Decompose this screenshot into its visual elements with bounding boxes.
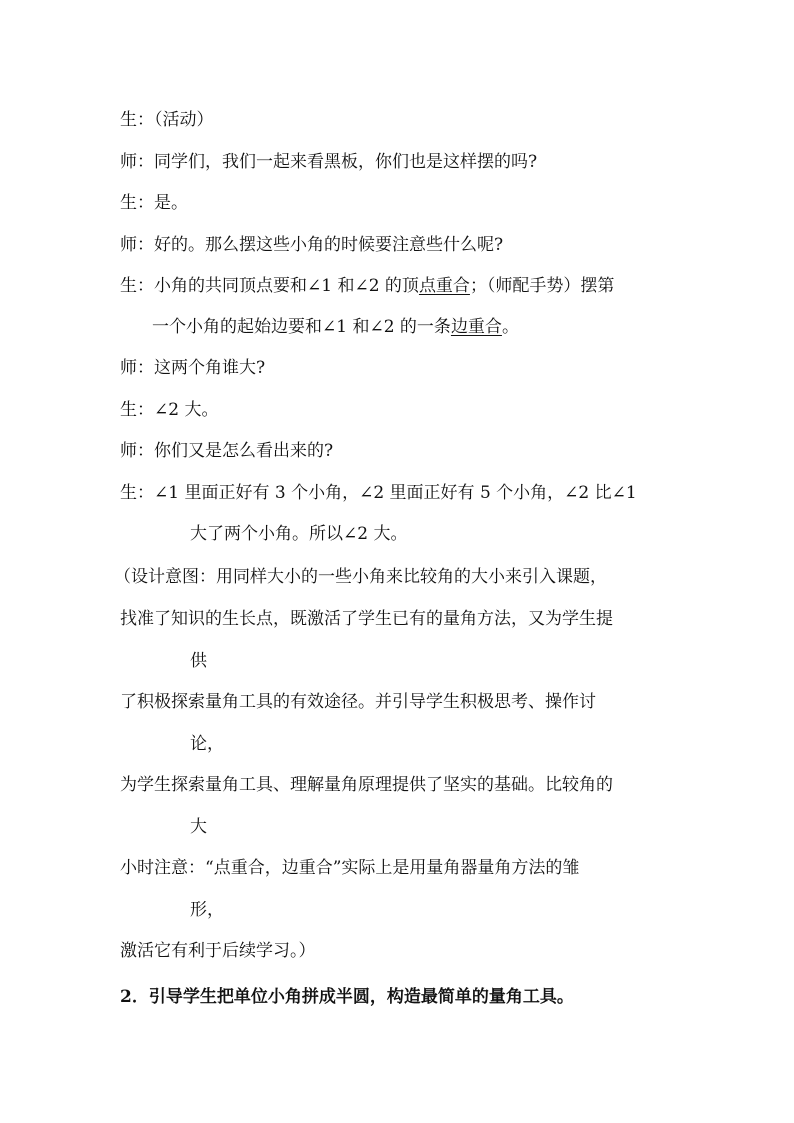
- dialogue-line: [120, 481, 637, 505]
- dialogue-text: 小角的共同顶点要和∠1 和∠2 的顶: [154, 276, 419, 296]
- design-note-line: 论，: [190, 734, 224, 754]
- design-note-line: （设计意图：用同样大小的一些小角来比较角的大小来引入课题，: [114, 567, 607, 587]
- design-note-line: 小时注意：“点重合，边重合”实际上是用量角器量角方法的雏: [120, 858, 580, 878]
- dialogue-text: 你们又是怎么看出来的?: [154, 441, 334, 461]
- dialogue-text: 大了两个小角。所以∠2 大。: [190, 524, 408, 544]
- dialogue-line: [120, 439, 333, 463]
- dialogue-continuation: [152, 315, 519, 339]
- design-note-line: 为学生探索量角工具、理解量角原理提供了坚实的基础。比较角的: [120, 775, 613, 795]
- dialogue-text: ∠2 大。: [154, 400, 219, 420]
- dialogue-line: [120, 398, 218, 422]
- speaker-label: 生：: [120, 276, 154, 296]
- dialogue-text: ∠1 里面正好有 3 个小角，∠2 里面正好有 5 个小角，∠2 比∠1: [154, 483, 637, 503]
- speaker-label: 生：: [120, 193, 154, 213]
- dialogue-text: 是。: [154, 193, 188, 213]
- dialogue-line: [120, 233, 503, 257]
- underlined-phrase: 边重合: [450, 317, 502, 337]
- dialogue-continuation: [190, 522, 407, 546]
- dialogue-line: [120, 356, 265, 380]
- dialogue-text: 好的。那么摆这些小角的时候要注意些什么呢?: [154, 235, 504, 255]
- dialogue-text: 这两个角谁大?: [154, 358, 266, 378]
- dialogue-text: （活动）: [154, 110, 214, 130]
- dialogue-text: 。: [501, 317, 519, 337]
- design-note-line: 了积极探索量角工具的有效途径。并引导学生积极思考、操作讨: [120, 692, 596, 712]
- speaker-label: 生：: [120, 110, 154, 130]
- speaker-label: 师：: [120, 152, 154, 172]
- design-note-line: 大: [190, 817, 207, 837]
- speaker-label: 生：: [120, 483, 154, 503]
- dialogue-line: [120, 150, 537, 174]
- dialogue-text: 一个小角的起始边要和∠1 和∠2 的一条: [152, 317, 451, 337]
- design-note-line: 形，: [190, 900, 224, 920]
- speaker-label: 师：: [120, 235, 154, 255]
- dialogue-line: [120, 108, 214, 132]
- dialogue-line: [120, 191, 188, 215]
- underlined-phrase: 点重合: [418, 276, 470, 296]
- dialogue-text: 同学们，我们一起来看黑板，你们也是这样摆的吗?: [154, 152, 538, 172]
- dialogue-text: ；（师配手势）摆第: [469, 276, 615, 296]
- design-note-line: 供: [190, 651, 207, 671]
- speaker-label: 师：: [120, 441, 154, 461]
- design-note-line: 找准了知识的生长点，既激活了学生已有的量角方法，又为学生提: [120, 609, 613, 629]
- speaker-label: 师：: [120, 358, 154, 378]
- section-heading: 2．引导学生把单位小角拼成半圆，构造最简单的量角工具。: [120, 987, 574, 1007]
- speaker-label: 生：: [120, 400, 154, 420]
- dialogue-line: [120, 274, 614, 298]
- design-note-line: 激活它有利于后续学习。）: [120, 941, 316, 961]
